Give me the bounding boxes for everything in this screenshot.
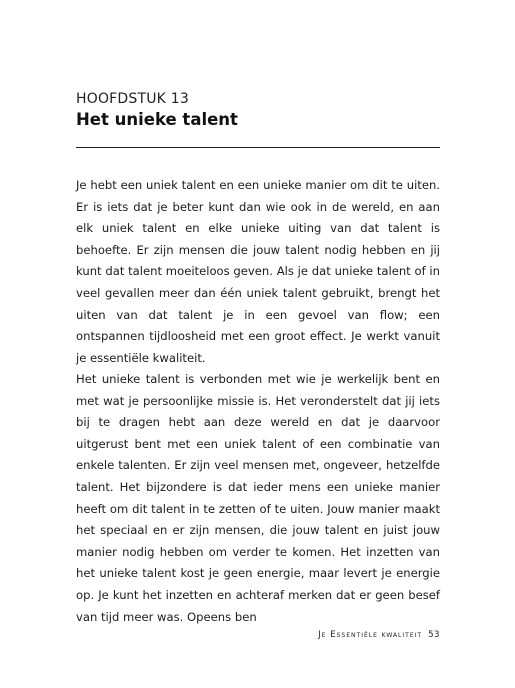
chapter-title: Het unieke talent <box>76 110 238 129</box>
body-paragraph-1: Je hebt een uniek talent en een unieke manier om dit te uiten. Er is iets dat je beter kunt dan wie ook in de wereld, en aan elk uniek talent en elke unieke uiting van dat talent is behoefte. Er zijn mensen die jouw talent nodig hebben en jij kunt dat talent moeiteloos geven. Als je dat unieke talent of in veel gevallen meer dan één uniek talent gebruikt, brengt het uiten van dat talent je in een gevoel van flow; een ontspannen tijdloosheid met een groot effect. Je werkt vanuit je essentiële kwaliteit. <box>76 178 440 365</box>
heading-divider <box>76 147 440 148</box>
body-paragraph-2: Het unieke talent is verbonden met wie je werkelijk bent en met wat je persoonlijke missie is. Het veronderstelt dat jij iets bij te dragen hebt aan deze wereld en dat je daarvoor uitgerust bent met een uniek talent of een combinatie van enkele talenten. Er zijn veel mensen met, ongeveer, hetzelfde talent. Het bijzondere is dat ieder mens een unieke manier heeft om dit talent in te zetten of te uiten. Jouw manier maakt het speciaal en er zijn mensen, die jouw talent en juist jouw manier nodig hebben om verder te komen. Het inzetten van het unieke talent kost je geen energie, maar levert je energie op. Je kunt het inzetten en achteraf merken dat er geen besef van tijd meer was. Opeens ben <box>76 372 440 624</box>
running-title: Je Essentiële kwaliteit <box>318 630 423 640</box>
chapter-label: HOOFDSTUK 13 <box>76 91 189 107</box>
page-footer <box>318 630 440 640</box>
page-number: 53 <box>428 630 440 640</box>
